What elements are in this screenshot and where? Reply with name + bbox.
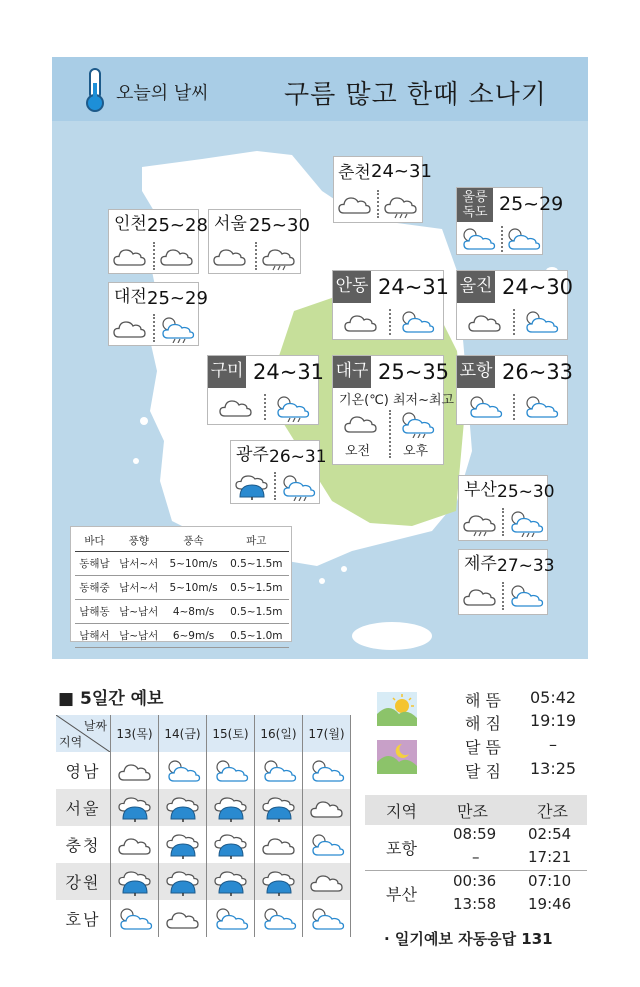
sea-header: 파고 [224, 530, 289, 552]
cloud-icon [117, 832, 153, 860]
city-temp: 25~35 [378, 360, 450, 384]
table-row [75, 552, 289, 576]
moonset-time: 13:25 [530, 759, 577, 778]
city-name: 안동 [333, 271, 371, 303]
partly-cloudy-icon [508, 583, 544, 611]
partly-cloudy-icon [467, 394, 503, 422]
weather-icon [117, 832, 153, 858]
city-card-incheon [108, 209, 208, 274]
sunset-time: 19:19 [530, 711, 577, 730]
partly-cloudy-icon [523, 309, 559, 337]
partly-cloudy-icon [165, 758, 201, 786]
umbrella-icon [165, 795, 201, 823]
partly-cloudy-rain-icon [159, 315, 195, 343]
pm-weather-icon [508, 509, 544, 535]
forecast-day: 15(토) [207, 715, 255, 752]
city-temp: 25~30 [249, 215, 310, 236]
pm-weather-icon [508, 583, 544, 609]
city-card-andong [332, 270, 450, 340]
wind-direction: 남서~서 [114, 576, 164, 600]
high-tide-time: 08:59 [453, 825, 497, 843]
cloud-icon [309, 869, 345, 897]
forecast-region: 서울 [56, 789, 111, 826]
weather-icon [261, 795, 297, 821]
pm-weather-icon [280, 473, 316, 499]
weather-icon [309, 832, 345, 858]
cloud-rain-icon [261, 243, 297, 271]
wind-speed: 4~8m/s [163, 600, 223, 624]
weather-icon [165, 906, 201, 932]
pm-weather-icon [399, 410, 435, 436]
weather-icon [261, 832, 297, 858]
pm-weather-icon [159, 315, 195, 341]
weather-icon [213, 906, 249, 932]
high-tide-time: 13:58 [453, 895, 497, 913]
partly-cloudy-icon [399, 309, 435, 337]
city-name: 광주 [236, 445, 269, 465]
tide-region: 부산 [386, 885, 417, 904]
city-name: 울진 [457, 271, 495, 303]
corner-region-label: 지역 [59, 735, 83, 749]
low-tide-time: 02:54 [528, 825, 572, 843]
pm-weather-icon [274, 394, 310, 420]
pm-weather-icon [523, 394, 559, 420]
forecast-day: 16(일) [255, 715, 303, 752]
weather-icon [309, 795, 345, 821]
umbrella-icon [234, 473, 270, 501]
weather-icon [261, 906, 297, 932]
wind-speed: 5~10m/s [163, 576, 223, 600]
partly-cloudy-rain-icon [280, 473, 316, 501]
temperature-legend: 기온(℃) 최저~최고 [339, 393, 455, 408]
table-row [75, 576, 289, 600]
am-weather-icon [218, 394, 254, 420]
low-tide-time: 07:10 [528, 872, 572, 890]
weather-icon [165, 832, 201, 858]
am-weather-icon [212, 243, 248, 269]
cloud-icon [159, 243, 195, 271]
city-name: 춘천 [338, 163, 371, 183]
city-temp: 27~33 [497, 556, 555, 576]
tide-header-low: 간조 [537, 802, 568, 821]
city-name: 대전 [114, 287, 147, 307]
umbrella-icon [165, 832, 201, 860]
sea-region: 동해남 [75, 552, 114, 576]
weather-icon [117, 795, 153, 821]
header-title: 구름 많고 한때 소나기 [284, 80, 547, 110]
am-weather-icon [462, 509, 498, 535]
weather-icon [261, 869, 297, 895]
umbrella-icon [261, 869, 297, 897]
cloud-icon [309, 795, 345, 823]
umbrella-icon [165, 869, 201, 897]
umbrella-icon [213, 795, 249, 823]
wind-speed: 6~9m/s [163, 624, 223, 648]
forecast-region: 호남 [56, 900, 111, 937]
table-row [56, 789, 351, 826]
partly-cloudy-icon [261, 906, 297, 934]
thermometer-icon [82, 67, 108, 113]
high-tide-time: 00:36 [453, 872, 497, 890]
weather-icon [213, 832, 249, 858]
am-label: 오전 [345, 444, 371, 459]
pm-weather-icon [383, 191, 419, 217]
cloud-icon [112, 315, 148, 343]
weather-icon [165, 795, 201, 821]
cloud-icon [337, 191, 373, 219]
am-weather-icon [460, 226, 496, 252]
header-label: 오늘의 날씨 [116, 83, 209, 104]
sea-header: 풍향 [114, 530, 164, 552]
sunrise-icon [377, 692, 417, 726]
weather-icon [309, 758, 345, 784]
city-temp: 24~30 [502, 275, 574, 299]
weather-icon [165, 869, 201, 895]
umbrella-icon [213, 869, 249, 897]
cloud-icon [343, 309, 379, 337]
umbrella-icon [261, 795, 297, 823]
moonrise-label: 달 뜸 [465, 738, 501, 757]
partly-cloudy-rain-icon [508, 509, 544, 537]
am-weather-icon [467, 309, 503, 335]
sea-region: 남해동 [75, 600, 114, 624]
sea-region: 동해중 [75, 576, 114, 600]
sunrise-time: 05:42 [530, 688, 577, 707]
five-day-forecast-table [56, 715, 351, 937]
city-card-jeju [458, 549, 555, 615]
table-row [75, 624, 289, 648]
partly-cloudy-rain-icon [274, 394, 310, 422]
partly-cloudy-icon [505, 226, 541, 254]
am-weather-icon [343, 309, 379, 335]
forecast-header-row [56, 715, 351, 752]
partly-cloudy-icon [309, 832, 345, 860]
city-temp: 25~28 [147, 215, 208, 236]
wind-direction: 남서~서 [114, 552, 164, 576]
cloud-icon [117, 758, 153, 786]
high-tide-time: – [472, 848, 480, 866]
city-card-chuncheon [333, 156, 432, 223]
city-card-busan [458, 475, 555, 541]
weather-icon [117, 758, 153, 784]
umbrella-icon [213, 832, 249, 860]
weather-icon [117, 869, 153, 895]
tide-header-high: 만조 [457, 802, 488, 821]
am-weather-icon [234, 473, 270, 499]
city-temp: 25~30 [497, 482, 555, 502]
city-card-pohang [456, 355, 574, 425]
wind-direction: 남~남서 [114, 600, 164, 624]
city-name: 포항 [457, 356, 495, 388]
sea-region: 남해서 [75, 624, 114, 648]
partly-cloudy-icon [523, 394, 559, 422]
wave-height: 0.5~1.0m [224, 624, 289, 648]
wave-height: 0.5~1.5m [224, 576, 289, 600]
weather-icon [213, 795, 249, 821]
forecast-region: 강원 [56, 863, 111, 900]
city-card-seoul [208, 209, 310, 274]
cloud-icon [462, 583, 498, 611]
forecast-day: 13(목) [111, 715, 159, 752]
cloud-icon [112, 243, 148, 271]
table-row [56, 900, 351, 937]
city-name: 부산 [464, 480, 497, 500]
pm-weather-icon [159, 243, 195, 269]
city-temp: 25~29 [147, 288, 208, 309]
partly-cloudy-icon [213, 758, 249, 786]
cloud-icon [467, 309, 503, 337]
weather-icon [261, 758, 297, 784]
wave-height: 0.5~1.5m [224, 600, 289, 624]
sea-header: 바다 [75, 530, 114, 552]
cloud-rain-icon [462, 509, 498, 537]
tide-divider [365, 870, 587, 871]
corner-date-label: 날짜 [83, 719, 107, 733]
city-card-gwangju [230, 440, 327, 504]
partly-cloudy-icon [213, 906, 249, 934]
city-card-daegu [332, 355, 455, 465]
moonset-label: 달 짐 [465, 762, 501, 781]
cloud-icon [165, 906, 201, 934]
city-name: 인천 [114, 214, 147, 234]
low-tide-time: 17:21 [528, 848, 572, 866]
footer-note: · 일기예보 자동응답 131 [384, 930, 553, 948]
table-row [56, 826, 351, 863]
city-temp: 25~29 [499, 193, 564, 215]
partly-cloudy-icon [261, 758, 297, 786]
sunrise-label: 해 뜸 [465, 691, 501, 710]
am-weather-icon [337, 191, 373, 217]
forecast-day: 14(금) [159, 715, 207, 752]
weather-icon [117, 906, 153, 932]
forecast-day: 17(월) [303, 715, 351, 752]
cloud-icon [343, 410, 379, 438]
moonrise-time: – [549, 735, 557, 754]
forecast-heading: ■ 5일간 예보 [58, 689, 164, 709]
tide-region: 포항 [386, 839, 417, 858]
table-corner [56, 715, 110, 752]
pm-weather-icon [505, 226, 541, 252]
city-card-gumi [207, 355, 325, 425]
city-temp: 26~33 [502, 360, 574, 384]
sunset-label: 해 짐 [465, 714, 501, 733]
wave-height: 0.5~1.5m [224, 552, 289, 576]
am-weather-icon [467, 394, 503, 420]
partly-cloudy-icon [460, 226, 496, 254]
am-weather-icon [112, 243, 148, 269]
wind-speed: 5~10m/s [163, 552, 223, 576]
cloud-rain-icon [383, 191, 419, 219]
forecast-region: 영남 [56, 752, 111, 789]
sea-header: 풍속 [163, 530, 223, 552]
city-temp: 24~31 [378, 275, 450, 299]
square-bullet-icon: ■ [58, 689, 80, 709]
city-temp: 24~31 [253, 360, 325, 384]
table-row [56, 863, 351, 900]
jeju-island [352, 622, 432, 650]
city-name: 서울 [214, 214, 247, 234]
cloud-icon [261, 832, 297, 860]
sea-conditions-table [70, 526, 292, 642]
table-row [75, 600, 289, 624]
low-tide-time: 19:46 [528, 895, 572, 913]
partly-cloudy-icon [117, 906, 153, 934]
weather-icon [213, 869, 249, 895]
city-name: 울릉 독도 [457, 188, 493, 222]
umbrella-icon [117, 795, 153, 823]
weather-icon [213, 758, 249, 784]
pm-weather-icon [523, 309, 559, 335]
forecast-region: 충청 [56, 826, 111, 863]
city-card-daejeon [108, 282, 208, 346]
partly-cloudy-rain-icon [399, 410, 435, 438]
umbrella-icon [117, 869, 153, 897]
city-temp: 26~31 [269, 447, 327, 467]
pm-weather-icon [399, 309, 435, 335]
cloud-icon [218, 394, 254, 422]
am-weather-icon [112, 315, 148, 341]
pm-weather-icon [261, 243, 297, 269]
weather-icon [309, 869, 345, 895]
city-name: 제주 [464, 554, 497, 574]
pm-label: 오후 [403, 444, 429, 459]
partly-cloudy-icon [309, 906, 345, 934]
city-name: 대구 [333, 356, 371, 388]
wind-direction: 남~남서 [114, 624, 164, 648]
am-weather-icon [343, 410, 379, 436]
cloud-icon [212, 243, 248, 271]
weather-icon [165, 758, 201, 784]
city-temp: 24~31 [371, 161, 432, 182]
am-weather-icon [462, 583, 498, 609]
moonrise-icon [377, 740, 417, 774]
city-name: 구미 [208, 356, 246, 388]
city-card-ulleung [456, 187, 564, 255]
tide-header-region: 지역 [386, 802, 417, 821]
table-row [56, 752, 351, 789]
partly-cloudy-icon [309, 758, 345, 786]
weather-icon [309, 906, 345, 932]
city-card-uljin [456, 270, 574, 340]
